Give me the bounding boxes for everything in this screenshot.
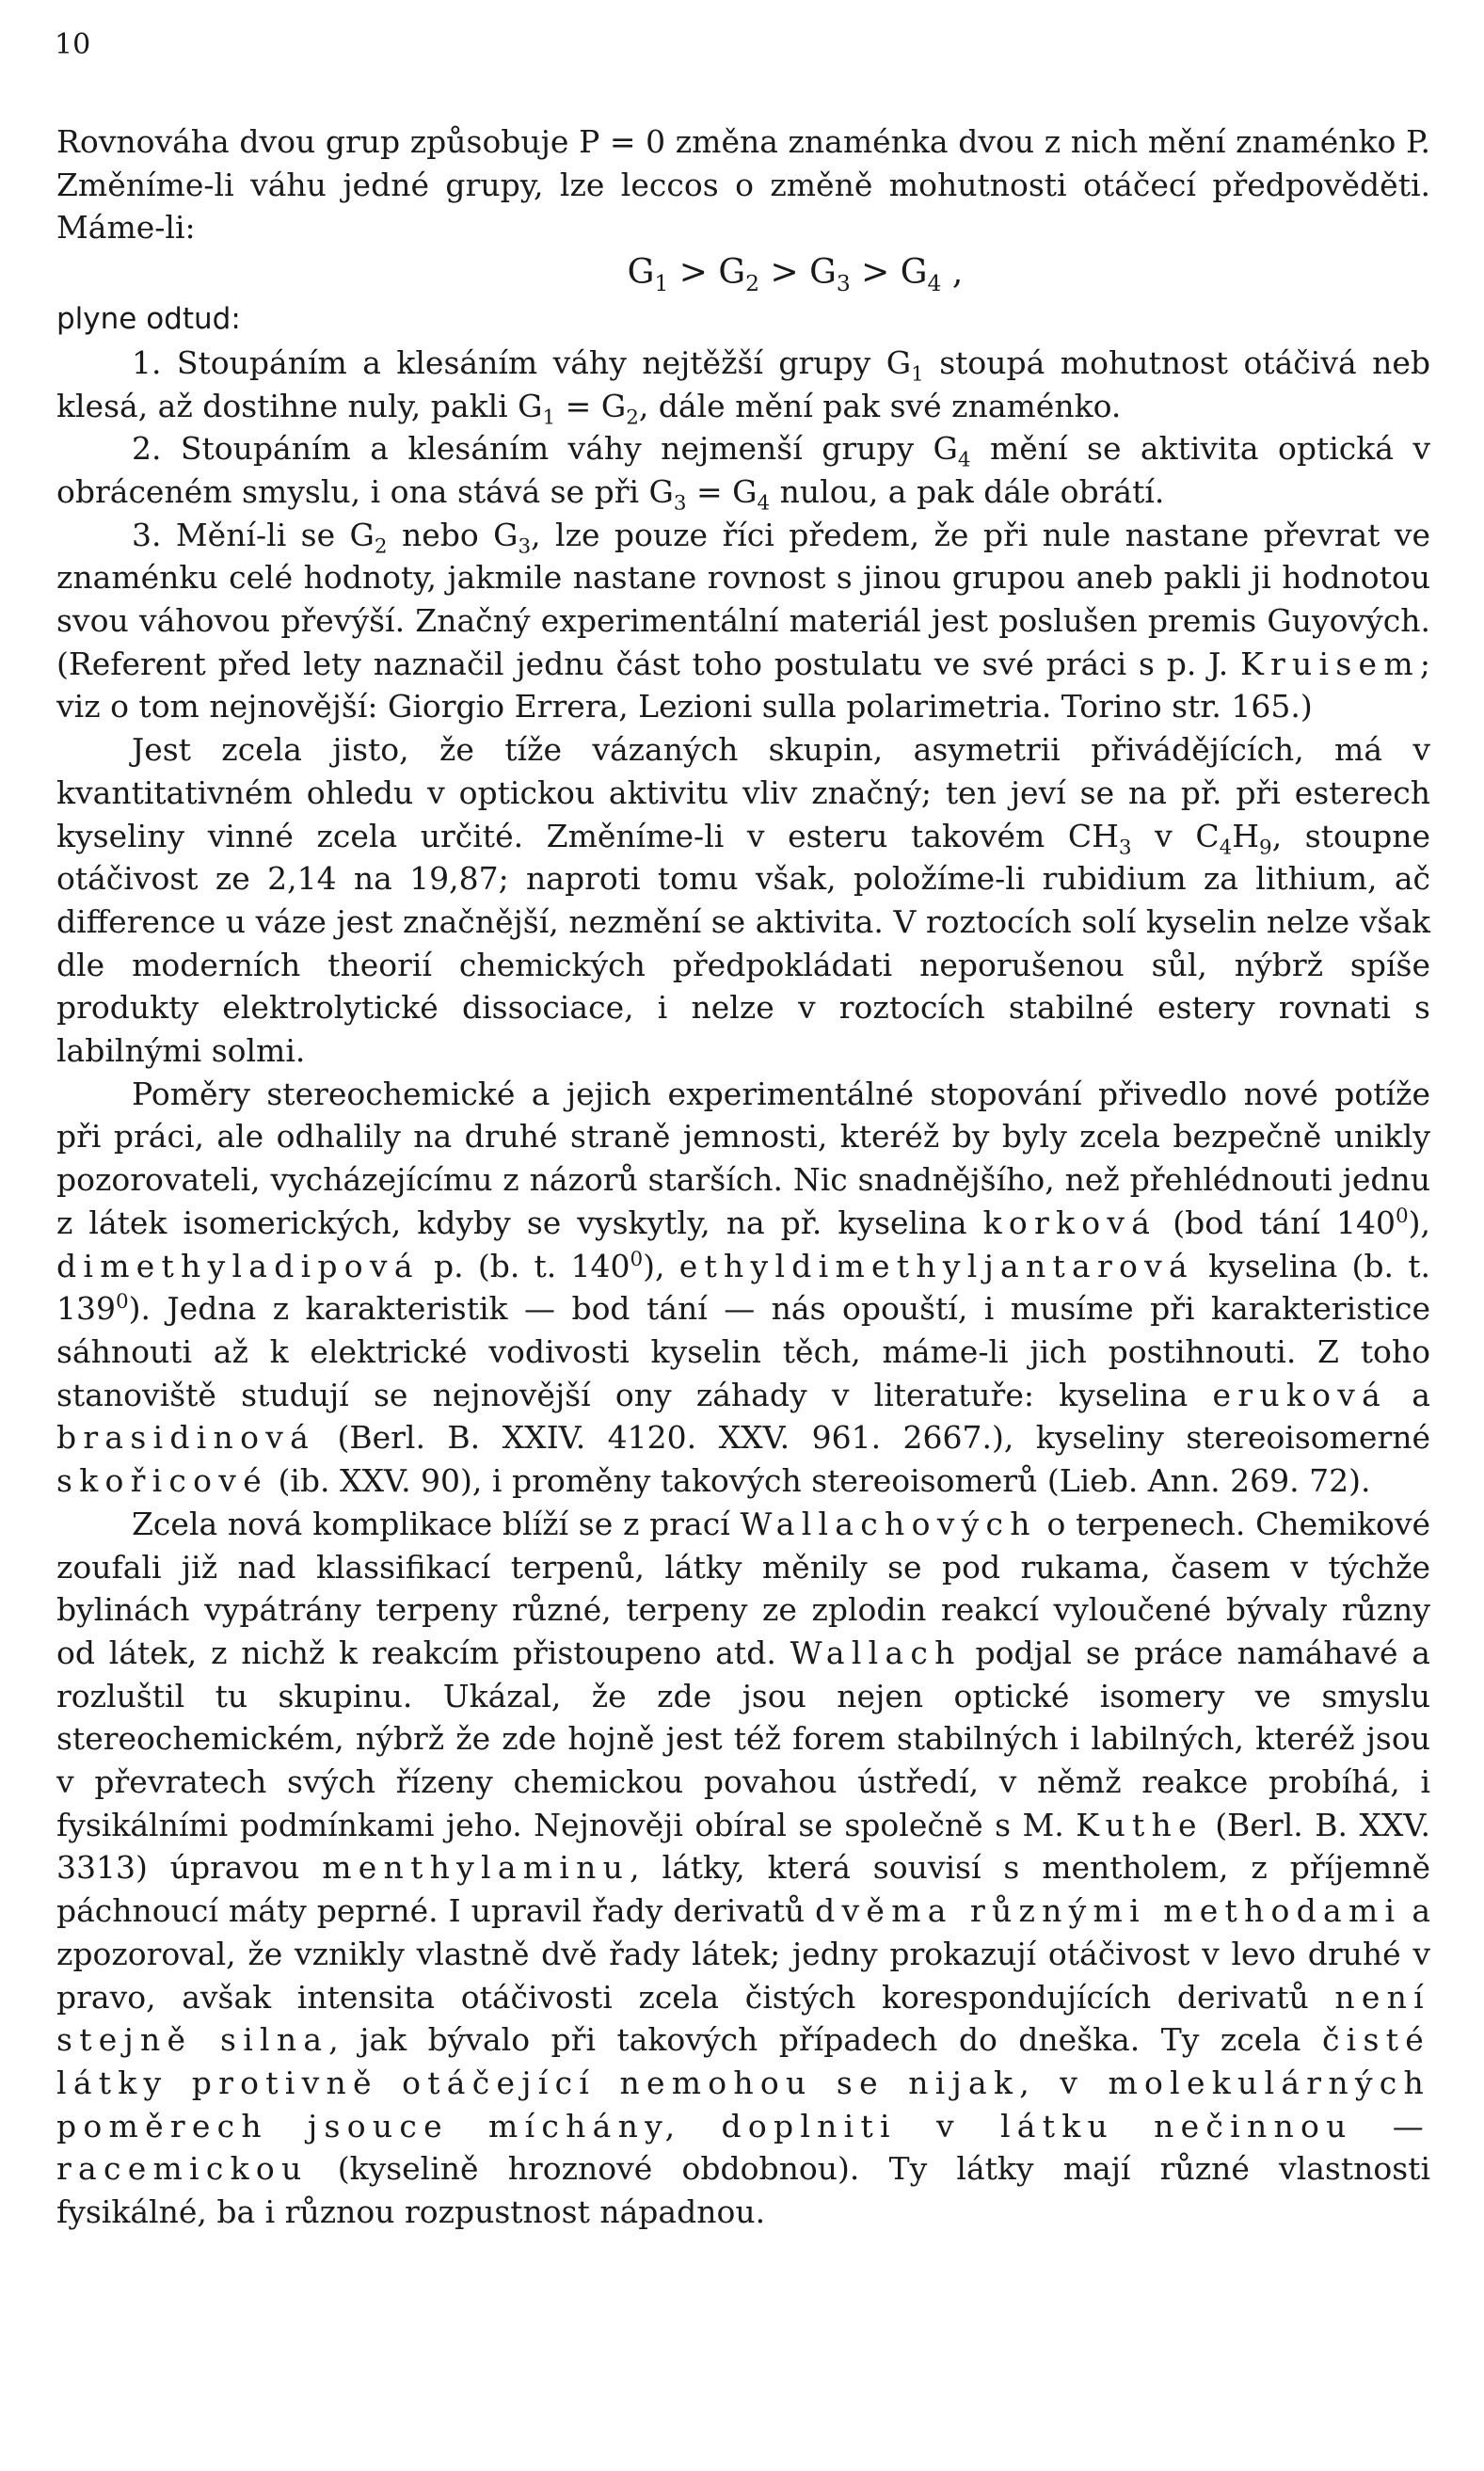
paragraph-intro: Rovnováha dvou grup způsobuje P = 0 změna znaménka dvou z nich mění znaménko P. Změníme-li váhu jedné grupy, lze leccos o změně mohutnosti otáčecí předpověděti. Máme-li: (56, 123, 1430, 247)
paragraph-lead: plyne odtud: (56, 302, 241, 337)
body-text (56, 120, 1430, 2234)
list-item-2: 2. Stoupáním a klesáním váhy nejmenší grupy $G_4$ mění se aktivita optická v obráceném smyslu, i ona stává se při $G_3 = G_4$ nulou, a pak dále obrátí. (56, 430, 1430, 516)
paragraph-asymmetry: Jest zcela jisto, že tíže vázaných skupin, asymetrii přivádějících, má v kvantitativném ohledu v optickou aktivitu vliv značný; ten jeví se na př. při esterech kyseliny vinné zcela určité. Změníme-li v esteru takovém $CH_3$ v $C_4H_9$, stoupne otáčivost ze 2,14 na 19,87; naproti tomu však, položíme-li rubidium za lithium, ač difference u váze jest značnější, nezmění se aktivita. V roztocích solí kyselin nelze však dle moderních theorií chemických předpokládati neporušenou sůl, nýbrž spíše produkty elektrolytické dissociace, i nelze v roztocích stabilné estery rovnati s labilnými solmi. (56, 731, 1430, 1070)
paragraph-terpenes: Zcela nová komplikace blíží se z prací Wallachových o terpenech. Chemikové zoufali již nad klassifikací terpenů, látky měnily se pod rukama, časem v týchže bylinách vypátrány terpeny různé, terpeny ze zplodin reakcí vyloučené bývaly různy od látek, z nichž k reakcím přistoupeno atd. Wallach podjal se práce namáhavé a rozluštil tu skupinu. Ukázal, že zde jsou nejen optické isomery ve smyslu stereochemickém, nýbrž že zde hojně jest též forem stabilných i labilných, kteréž jsou v převratech svých řízeny chemickou povahou ústředí, v němž reakce probíhá, i fysikálními podmínkami jeho. Nejnověji obíral se společně s M. Kuthe (Berl. B. XXV. 3313) úpravou menthylaminu, látky, která souvisí s mentholem, z příjemně páchnoucí máty peprné. I upravil řady derivatů dvěma různými methodami a zpozoroval, že vznikly vlastně dvě řady látek; jedny prokazují otáčivost v levo druhé v pravo, avšak intensita otáčivosti zcela čistých korespondujících derivatů není stejně silna, jak bývalo při takových případech do dneška. Ty zcela čisté látky protivně otáčející nemohou se nijak, v molekulárných poměrech jsouce míchány, doplniti v látku nečinnou — racemickou (kyselině hroznové obdobnou). Ty látky mají různé vlastnosti fysikálné, ba i různou rozpustnost nápadnou. (56, 1505, 1431, 2231)
page-number: 10 (55, 28, 91, 61)
paragraph-stereochemistry: Poměry stereochemické a jejich experimentálné stopování přivedlo nové potíže při práci, ale odhalily na druhé straně jemnosti, kteréž by byly zcela bezpečně unikly pozorovateli, vycházejícímu z názorů starších. Nic snadnějšího, než přehlédnouti jednu z látek isomerických, kdyby se vyskytly, na př. kyselina korková (bod tání $140^0$), dimethyladipová p. (b. t. $140^0$), ethyldimethyljantarová kyselina (b. t. $139^0$). Jedna z karakteristik — bod tání — nás opouští, i musíme při karakteristice sáhnouti až k elektrické vodivosti kyselin těch, máme-li jich postihnouti. Z toho stanoviště studují se nejnovější ony záhady v literatuře: kyselina eruková a brasidinová (Berl. B. XXIV. 4120. XXV. 961. 2667.), kyseliny stereoisomerné skořicové (ib. XXV. 90), i proměny takových stereoisomerů (Lieb. Ann. 269. 72). (56, 1075, 1430, 1500)
list-item-1: 1. Stoupáním a klesáním váhy nejtěžší grupy $G_1$ stoupá mohutnost otáčivá neb klesá, až dostihne nuly, pakli $G_1 = G_2$, dále mění pak své znaménko. (56, 343, 1430, 430)
formula-inequality: $G_1 > G_2 > G_3 > G_4$ , (627, 253, 964, 297)
list-item-3: 3. Mění-li se $G_2$ nebo $G_3$, lze pouze říci předem, že při nule nastane převrat ve znaménku celé hodnoty, jakmile nastane rovnost s jinou grupou aneb pakli ji hodnotou svou váhovou převýší. Značný experimentální materiál jest poslušen premis Guyových. (Referent před lety naznačil jednu část toho postulatu ve své práci s p. J. Kruisem; viz o tom nejnovější: Giorgio Errera, Lezioni sulla polarimetria. Torino str. 165.) (56, 516, 1430, 725)
